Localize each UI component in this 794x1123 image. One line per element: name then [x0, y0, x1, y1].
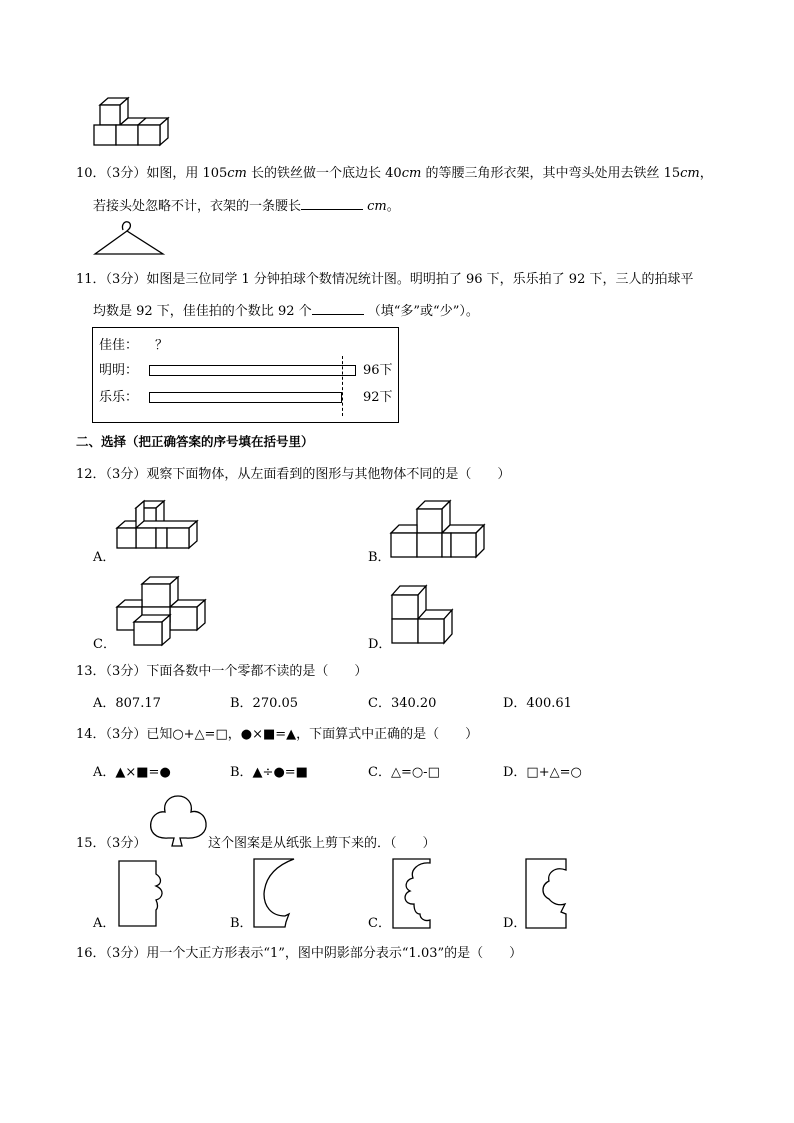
q15-figure-b — [253, 858, 298, 930]
chart-label-mingming: 明明： — [99, 363, 139, 378]
q14-option-c[interactable]: C．△=○-□ — [368, 765, 440, 780]
hanger-figure — [93, 218, 169, 258]
q13-option-b[interactable]: B．270.05 — [230, 696, 299, 711]
q13-option-d[interactable]: D．400.61 — [503, 696, 572, 711]
q15-stem-text: 这个图案是从纸张上剪下来的．（ ） — [208, 836, 436, 851]
q15-option-d[interactable]: D． — [503, 916, 527, 931]
q16-stem: 16．（3分）用一个大正方形表示“1”，图中阴影部分表示“1.03”的是（ ） — [76, 946, 523, 961]
q14-option-a[interactable]: A．▲×■=● — [93, 765, 171, 780]
q15-option-b[interactable]: B． — [230, 916, 253, 931]
q11-answer-blank[interactable] — [312, 302, 364, 315]
average-dashed-line — [342, 356, 343, 416]
q15-figure-d — [525, 858, 570, 930]
q11-bar-chart — [92, 327, 399, 423]
q11-line2: 均数是 92 下，佳佳拍的个数比 92 个 （填“多”或“少”）。 — [93, 304, 479, 319]
q13-stem: 13．（3分）下面各数中一个零都不读的是（ ） — [76, 664, 368, 679]
q12-stem: 12．（3分）观察下面物体，从左面看到的图形与其他物体不同的是（ ） — [76, 467, 511, 482]
bar-mingming — [149, 365, 356, 376]
q12-figure-b — [390, 497, 490, 561]
chart-label-jiajia: 佳佳： — [99, 338, 139, 353]
q15-option-c[interactable]: C． — [368, 916, 391, 931]
q15-figure-c — [392, 858, 437, 930]
q15-option-a[interactable]: A． — [93, 916, 116, 931]
q10-line1: 10．（3分）如图，用 105cm 长的铁丝做一个底边长 40cm 的等腰三角形衣架，其中弯头处用去铁丝 15cm， — [76, 166, 713, 181]
q11-line1: 11．（3分）如图是三位同学 1 分钟拍球个数情况统计图。明明拍了 96 下，乐乐拍了 92 下，三人的拍球平 — [76, 272, 694, 287]
q10-answer-blank[interactable] — [301, 197, 363, 210]
q12-option-d[interactable]: D． — [368, 637, 392, 652]
q13-option-c[interactable]: C．340.20 — [368, 696, 437, 711]
q12-option-c[interactable]: C． — [93, 637, 116, 652]
q9-cube-figure — [93, 96, 173, 154]
section-title: 二、选择（把正确答案的序号填在括号里） — [76, 434, 314, 449]
q13-option-a[interactable]: A．807.17 — [93, 696, 161, 711]
q12-option-b[interactable]: B． — [368, 550, 391, 565]
chart-value-mingming: 96下 — [363, 363, 393, 378]
q15-stem-number: 15．（3分） — [76, 836, 147, 851]
q14-option-b[interactable]: B．▲÷●=■ — [230, 765, 308, 780]
q12-option-a[interactable]: A． — [93, 550, 116, 565]
chart-value-jiajia: ？ — [155, 338, 169, 353]
q10-line2: 若接头处忽略不计，衣架的一条腰长 cm。 — [93, 199, 400, 214]
chart-label-lele: 乐乐： — [99, 390, 139, 405]
chart-value-lele: 92下 — [363, 390, 393, 405]
q12-figure-c — [116, 576, 208, 646]
q14-option-d[interactable]: D．□+△=○ — [503, 765, 582, 780]
q15-figure-a — [118, 860, 166, 930]
q14-stem: 14．（3分）已知○+△=□，●×■=▲，下面算式中正确的是（ ） — [76, 727, 479, 742]
q15-cloud-figure — [148, 795, 208, 849]
bar-lele — [149, 392, 342, 403]
q12-figure-a — [116, 500, 206, 554]
q12-figure-d — [391, 585, 461, 649]
